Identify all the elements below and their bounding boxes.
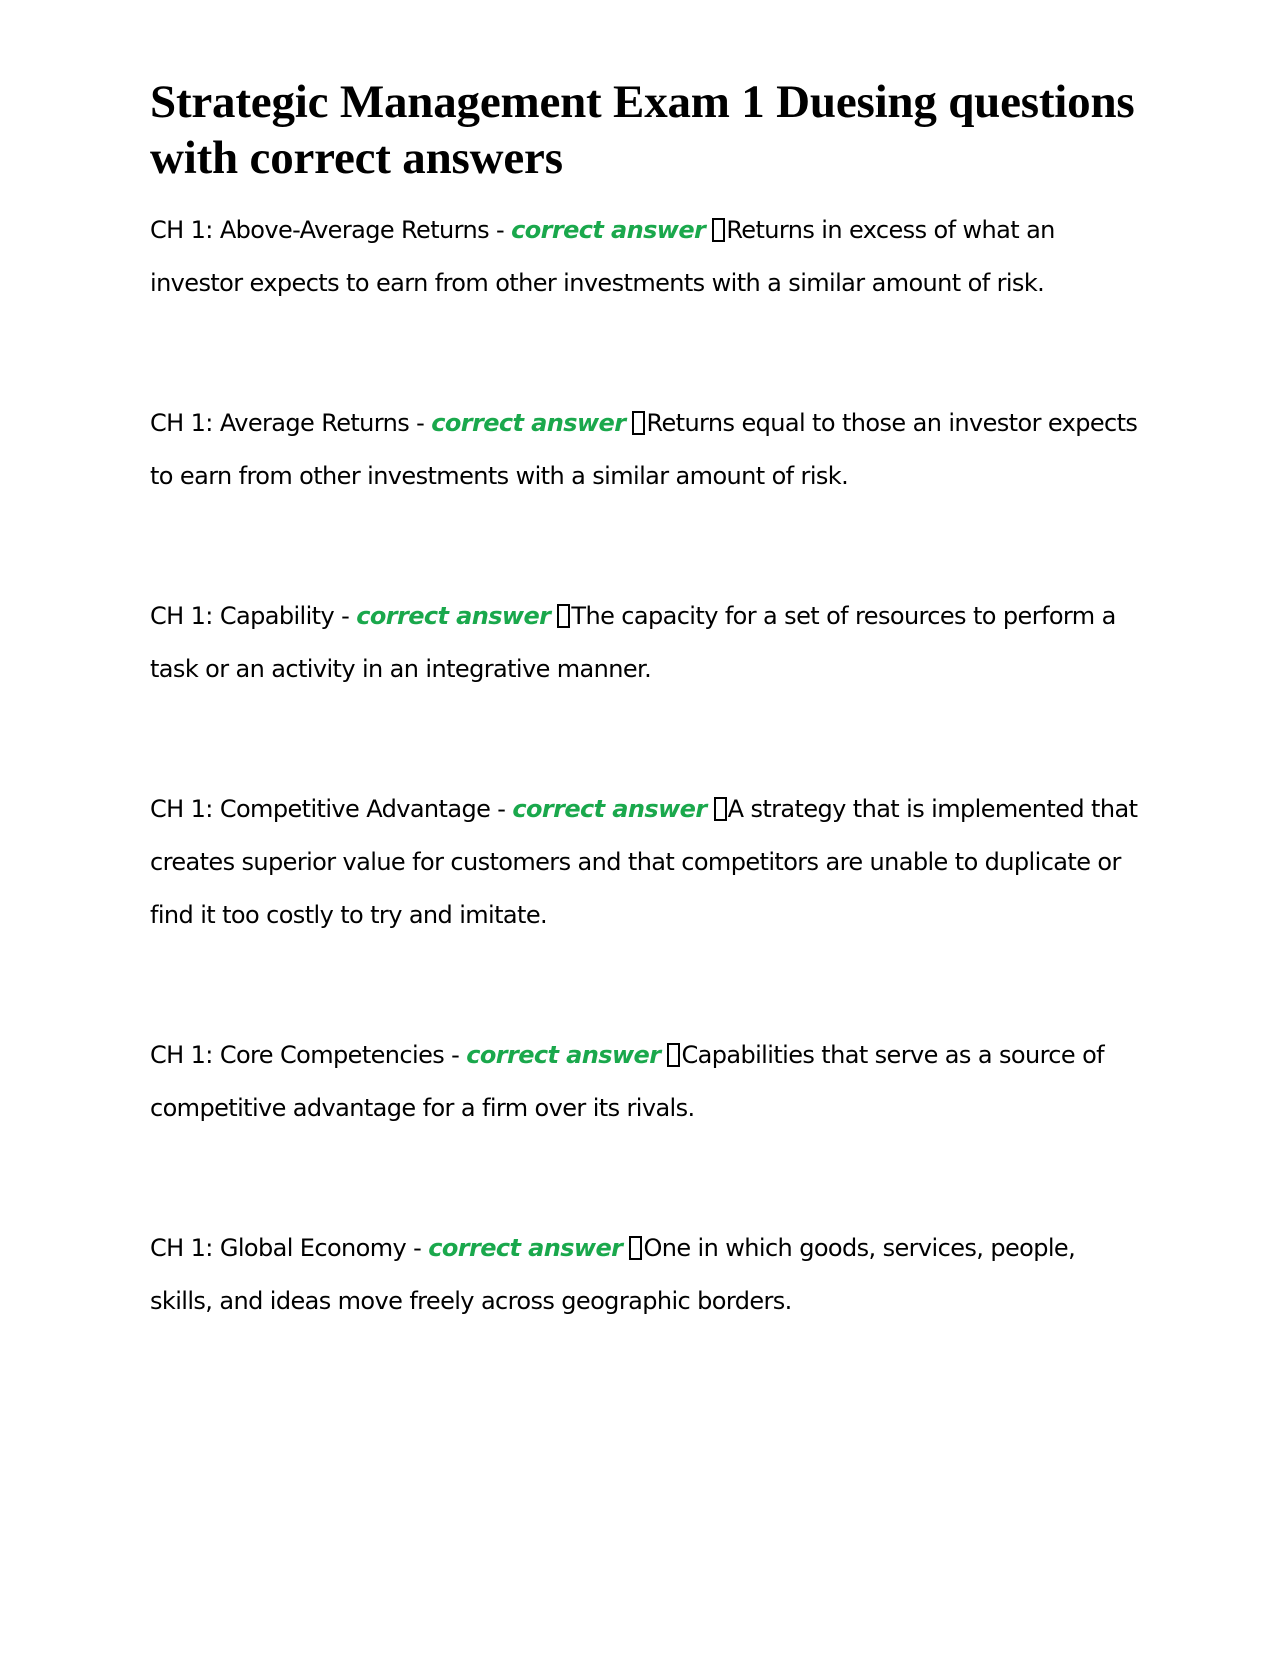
correct-answer-label: correct answer xyxy=(428,1234,623,1262)
qa-entry xyxy=(150,1222,1140,1328)
correct-answer-label: correct answer xyxy=(356,602,551,630)
qa-entry xyxy=(150,783,1140,942)
correct-answer-label: correct answer xyxy=(511,216,706,244)
term-text: CH 1: Global Economy - xyxy=(150,1234,429,1262)
qa-entry xyxy=(150,397,1140,503)
term-text: CH 1: Above-Average Returns - xyxy=(150,216,512,244)
missing-glyph-icon xyxy=(557,604,570,628)
definition-text: Returns equal to those an investor expects to earn from other investments with a similar amount of risk. xyxy=(150,409,1138,490)
qa-entry xyxy=(150,590,1140,696)
term-text: CH 1: Competitive Advantage - xyxy=(150,795,513,823)
correct-answer-label: correct answer xyxy=(512,795,707,823)
term-text: CH 1: Capability - xyxy=(150,602,357,630)
missing-glyph-icon xyxy=(667,1043,680,1067)
definition-text: Returns in excess of what an investor expects to earn from other investments with a similar amount of risk. xyxy=(150,216,1055,297)
definition-text: A strategy that is implemented that creates superior value for customers and that competitors are unable to duplicate or find it too costly to try and imitate. xyxy=(150,795,1138,929)
correct-answer-label: correct answer xyxy=(466,1041,661,1069)
missing-glyph-icon xyxy=(632,411,645,435)
correct-answer-label: correct answer xyxy=(431,409,626,437)
definition-text: The capacity for a set of resources to perform a task or an activity in an integrative manner. xyxy=(150,602,1116,683)
qa-entry xyxy=(150,204,1140,310)
definition-text: Capabilities that serve as a source of competitive advantage for a firm over its rivals. xyxy=(150,1041,1105,1122)
term-text: CH 1: Core Competencies - xyxy=(150,1041,467,1069)
qa-entry xyxy=(150,1029,1140,1135)
missing-glyph-icon xyxy=(629,1236,642,1260)
definition-text: One in which goods, services, people, skills, and ideas move freely across geographic borders. xyxy=(150,1234,1076,1315)
term-text: CH 1: Average Returns - xyxy=(150,409,432,437)
missing-glyph-icon xyxy=(712,218,725,242)
missing-glyph-icon xyxy=(714,797,727,821)
document-title: Strategic Management Exam 1 Duesing questions with correct answers xyxy=(150,76,1135,184)
